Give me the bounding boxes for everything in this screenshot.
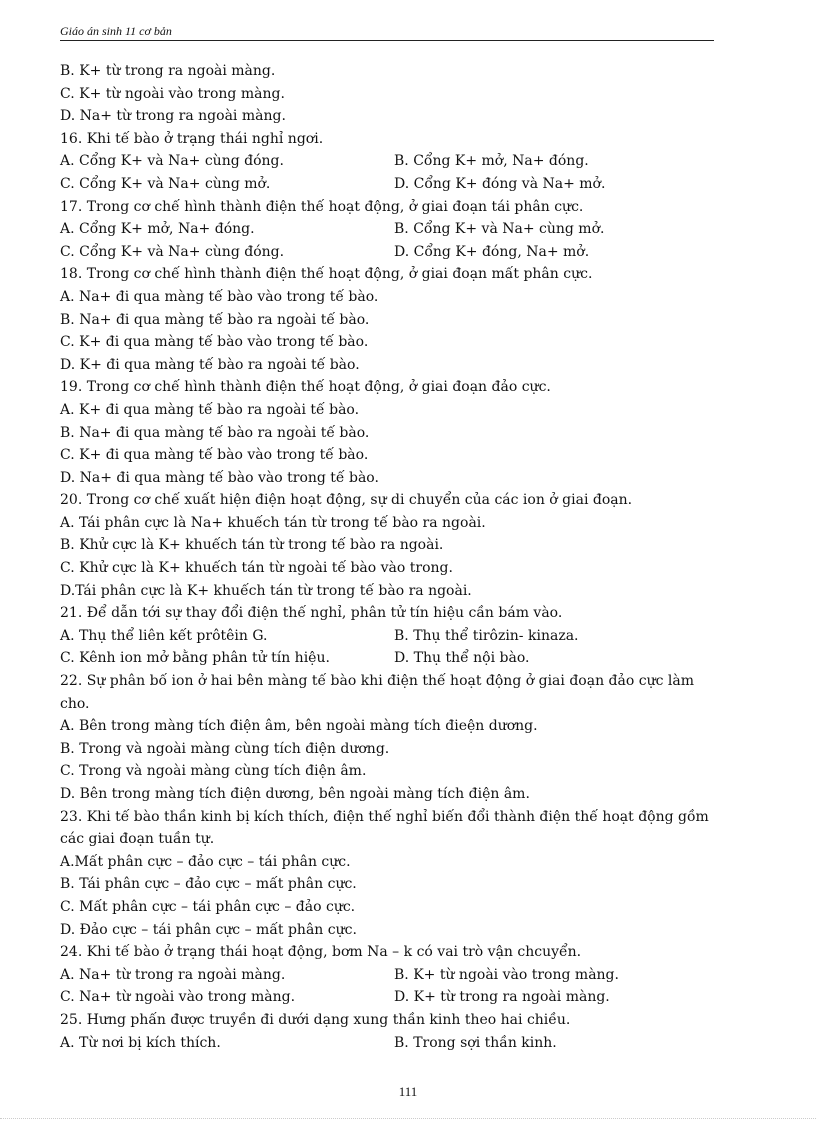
answer-option: B. Cổng K+ và Na+ cùng mở. <box>394 221 605 238</box>
question-text: 22. Sự phân bố ion ở hai bên màng tế bào khi điện thế hoạt động ở giai đoạn đảo cực làm <box>60 673 694 690</box>
text-line: B. Trong và ngoài màng cùng tích điện dương. <box>60 740 390 757</box>
answer-row <box>60 150 750 173</box>
answer-option: A. Cổng K+ mở, Na+ đóng. <box>60 221 255 238</box>
text-line: D. K+ đi qua màng tế bào ra ngoài tế bào. <box>60 356 360 373</box>
question-text: 16. Khi tế bào ở trạng thái nghỉ ngơi. <box>60 130 324 147</box>
text-line: B. K+ từ trong ra ngoài màng. <box>60 63 276 79</box>
text-line: C. K+ đi qua màng tế bào vào trong tế bào. <box>60 334 369 351</box>
answer-row <box>60 625 750 648</box>
text-line: B. Tái phân cực – đảo cực – mất phân cực. <box>60 876 357 893</box>
answer-option: B. K+ từ ngoài vào trong màng. <box>394 966 619 983</box>
page-bottom-border <box>0 1118 816 1119</box>
header-title: Giáo án sinh 11 cơ bản <box>60 24 172 38</box>
answer-option: C. Cổng K+ và Na+ cùng đóng. <box>60 243 285 260</box>
text-line: A. Bên trong màng tích điện âm, bên ngoài màng tích đieện dương. <box>60 718 538 735</box>
answer-option: D. Cổng K+ đóng, Na+ mở. <box>394 243 590 260</box>
text-line: A. Na+ đi qua màng tế bào vào trong tế bào. <box>60 288 379 305</box>
question-text: 24. Khi tế bào ở trạng thái hoạt động, bơm Na – k có vai trò vận chcuyển. <box>60 944 582 961</box>
text-line: C. K+ đi qua màng tế bào vào trong tế bào. <box>60 447 369 464</box>
answer-row <box>60 964 750 987</box>
answer-option: A. Cổng K+ và Na+ cùng đóng. <box>60 153 284 170</box>
question-text: 23. Khi tế bào thần kinh bị kích thích, điện thế nghỉ biến đổi thành điện thế hoạt động gồm <box>60 808 709 825</box>
question-text: 18. Trong cơ chế hình thành điện thế hoạt động, ở giai đoạn mất phân cực. <box>60 266 593 283</box>
text-line: cho. <box>60 695 90 712</box>
answer-row <box>60 241 750 264</box>
answer-option: A. Thụ thể liên kết prôtêin G. <box>60 627 268 644</box>
answer-row <box>60 1032 750 1055</box>
document-body <box>60 60 750 1054</box>
text-line: A. K+ đi qua màng tế bào ra ngoài tế bào. <box>60 401 360 418</box>
text-line: C. Trong và ngoài màng cùng tích điện âm. <box>60 763 367 780</box>
text-line: B. Khử cực là K+ khuếch tán từ trong tế bào ra ngoài. <box>60 537 444 554</box>
text-line: A. Tái phân cực là Na+ khuếch tán từ trong tế bào ra ngoài. <box>60 514 486 531</box>
answer-option: B. Thụ thể tirôzin- kinaza. <box>394 627 579 644</box>
answer-option: C. Cổng K+ và Na+ cùng mở. <box>60 175 271 192</box>
answer-row <box>60 647 750 670</box>
answer-option: C. Na+ từ ngoài vào trong màng. <box>60 989 296 1006</box>
question-text: 19. Trong cơ chế hình thành điện thế hoạt động, ở giai đoạn đảo cực. <box>60 379 551 396</box>
answer-option: C. Kênh ion mở bằng phân tử tín hiệu. <box>60 650 330 667</box>
answer-option: D. Thụ thể nội bào. <box>394 650 530 667</box>
question-text: 25. Hưng phấn được truyền đi dưới dạng xung thần kinh theo hai chiều. <box>60 1011 571 1028</box>
text-line: các giai đoạn tuần tự. <box>60 831 215 848</box>
answer-option: B. Trong sợi thần kinh. <box>394 1034 557 1051</box>
question-text: 21. Để dẫn tới sự thay đổi điện thế nghỉ, phân tử tín hiệu cần bám vào. <box>60 605 563 622</box>
answer-option: A. Từ nơi bị kích thích. <box>60 1034 221 1051</box>
answer-option: D. Cổng K+ đóng và Na+ mở. <box>394 175 606 192</box>
answer-option: A. Na+ từ trong ra ngoài màng. <box>60 966 286 983</box>
question-text: 17. Trong cơ chế hình thành điện thế hoạt động, ở giai đoạn tái phân cực. <box>60 198 584 215</box>
answer-row <box>60 986 750 1009</box>
answer-row <box>60 173 750 196</box>
text-line: D. Đảo cực – tái phân cực – mất phân cực. <box>60 921 357 938</box>
text-line: D. Na+ đi qua màng tế bào vào trong tế bào. <box>60 469 379 486</box>
text-line: C. K+ từ ngoài vào trong màng. <box>60 85 285 102</box>
text-line: A.Mất phân cực – đảo cực – tái phân cực. <box>60 853 351 870</box>
page-number: 111 <box>398 1084 418 1099</box>
page-header <box>60 20 714 41</box>
answer-row <box>60 218 750 241</box>
answer-option: D. K+ từ trong ra ngoài màng. <box>394 989 610 1006</box>
text-line: C. Mất phân cực – tái phân cực – đảo cực. <box>60 898 356 915</box>
text-line: C. Khử cực là K+ khuếch tán từ ngoài tế bào vào trong. <box>60 560 453 577</box>
text-line: D. Na+ từ trong ra ngoài màng. <box>60 108 286 125</box>
question-text: 20. Trong cơ chế xuất hiện điện hoạt động, sự di chuyển của các ion ở giai đoạn. <box>60 492 633 509</box>
text-line: B. Na+ đi qua màng tế bào ra ngoài tế bào. <box>60 424 370 441</box>
answer-option: B. Cổng K+ mở, Na+ đóng. <box>394 153 589 170</box>
text-line: D. Bên trong màng tích điện dương, bên ngoài màng tích điện âm. <box>60 786 530 802</box>
text-line: B. Na+ đi qua màng tế bào ra ngoài tế bào. <box>60 311 370 328</box>
text-line: D.Tái phân cực là K+ khuếch tán từ trong tế bào ra ngoài. <box>60 582 472 599</box>
